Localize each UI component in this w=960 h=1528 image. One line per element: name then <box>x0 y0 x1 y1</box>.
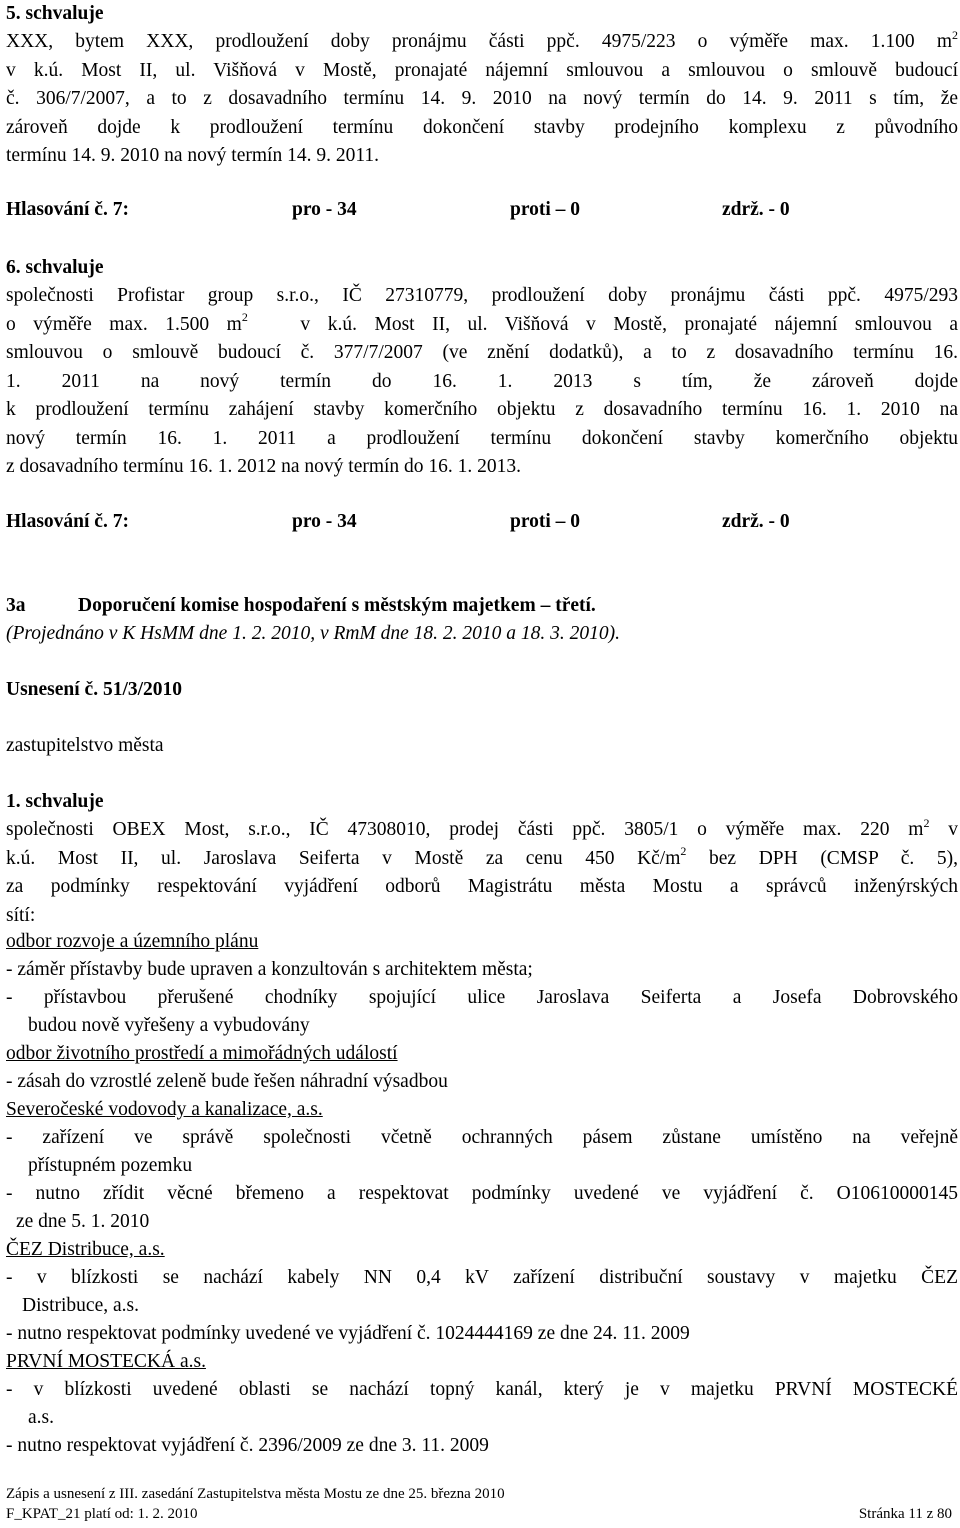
section-3a-note: (Projednáno v K HsMM dne 1. 2. 2010, v RmM dne 18. 2. 2010 a 18. 3. 2010). <box>6 623 620 644</box>
condition-item: - záměr přístavby bude upraven a konzultován s architektem města; <box>6 959 533 980</box>
section-6-line-2: o výměře max. 1.500 $m^2$ v k.ú. Most II, ul. Višňová v Mostě, pronajaté nájemní smlouvou a <box>6 310 958 335</box>
superscript: 2 <box>241 310 248 324</box>
condition-org: odbor životního prostředí a mimořádných událostí <box>6 1043 398 1064</box>
vote-zdrz: zdrž. - 0 <box>722 199 790 220</box>
condition-item-continuation: přístupném pozemku <box>28 1155 193 1176</box>
vote-proti: proti – 0 <box>510 199 581 220</box>
superscript: 2 <box>952 27 958 42</box>
vote-zdrz: zdrž. - 0 <box>722 511 790 532</box>
section-5-line-4: zároveň dojde k prodloužení termínu dokončení stavby prodejního komplexu z původního <box>6 116 958 138</box>
condition-item: - v blízkosti uvedené oblasti se nachází topný kanál, který je v majetku PRVNÍ MOSTECKÉ <box>6 1379 958 1400</box>
section-5-line-2: v k.ú. Most II, ul. Višňová v Mostě, pronajaté nájemní smlouvou a smlouvou o smlouvě budoucí <box>6 59 958 81</box>
section-6-line-3: smlouvou o smlouvě budoucí č. 377/7/2007 (ve znění dodatků), a to z dosavadního termínu 16. <box>6 342 958 363</box>
vote-label: Hlasování č. 7: <box>6 511 129 532</box>
section-6-text <box>6 282 958 482</box>
condition-item: - zásah do vzrostlé zeleně bude řešen náhradní výsadbou <box>6 1071 448 1092</box>
condition-item: - nutno respektovat podmínky uvedené ve vyjádření č. 1024444169 ze dne 24. 11. 2009 <box>6 1323 690 1344</box>
section-6-line-1: společnosti Profistar group s.r.o., IČ 27310779, prodloužení doby pronájmu části ppč. 4975/293 <box>6 285 958 306</box>
vote-pro: pro - 34 <box>292 511 357 532</box>
section-5-text <box>6 28 958 171</box>
vote-label: Hlasování č. 7: <box>6 199 129 220</box>
footer-form-id: F_KPAT_21 platí od: 1. 2. 2010 <box>6 1506 198 1522</box>
condition-org: odbor rozvoje a územního plánu <box>6 931 259 952</box>
resolution-number: Usnesení č. 51/3/2010 <box>6 679 183 700</box>
condition-item-continuation: ze dne 5. 1. 2010 <box>16 1211 150 1232</box>
section-1-line-4: sítí: <box>6 904 36 926</box>
vote-pro: pro - 34 <box>292 199 357 220</box>
section-6-line-4: 1. 2011 na nový termín do 16. 1. 2013 s tím, že zároveň dojde <box>6 370 958 392</box>
section-6-line-6: nový termín 16. 1. 2011 a prodloužení termínu dokončení stavby komerčního objektu <box>6 427 958 449</box>
section-6-line-5: k prodloužení termínu zahájení stavby komerčního objektu z dosavadního termínu 16. 1. 2010 na <box>6 399 958 420</box>
condition-item: - nutno respektovat vyjádření č. 2396/2009 ze dne 3. 11. 2009 <box>6 1435 489 1456</box>
section-1-line-2: k.ú. Most II, ul. Jaroslava Seiferta v Mostě za cenu 450 $Kč/m^2$ bez DPH (CMSP č. 5), <box>6 844 958 869</box>
superscript: 2 <box>680 844 687 858</box>
council-line: zastupitelstvo města <box>6 735 164 756</box>
section-5-line-1: XXX, bytem XXX, prodloužení doby pronájmu části ppč. 4975/223 o výměře max. 1.100 $m^2$ <box>6 27 958 52</box>
section-3a-title: Doporučení komise hospodaření s městským majetkem – třetí. <box>78 595 596 616</box>
superscript: 2 <box>923 815 930 830</box>
condition-item: - v blízkosti se nachází kabely NN 0,4 kV zařízení distribuční soustavy v majetku ČEZ <box>6 1267 958 1288</box>
section-6-heading: 6. schvaluje <box>6 257 104 278</box>
section-5-line-3: č. 306/7/2007, a to z dosavadního termínu 14. 9. 2010 na nový termín do 14. 9. 2011 s tím, že <box>6 88 958 109</box>
footer-title: Zápis a usnesení z III. zasedání Zastupitelstva města Mostu ze dne 25. března 2010 <box>6 1486 505 1502</box>
section-1-line-3: za podmínky respektování vyjádření odborů Magistrátu města Mostu a správců inženýrských <box>6 876 958 897</box>
section-3a-number: 3a <box>6 595 26 616</box>
section-1-heading: 1. schvaluje <box>6 791 104 812</box>
condition-org: ČEZ Distribuce, a.s. <box>6 1239 165 1260</box>
section-1-text <box>6 816 958 930</box>
section-5-heading: 5. schvaluje <box>6 3 104 24</box>
condition-item: - zařízení ve správě společnosti včetně ochranných pásem zůstane umístěno na veřejně <box>6 1127 958 1148</box>
section-5-line-5: termínu 14. 9. 2010 na nový termín 14. 9. 2011. <box>6 145 379 166</box>
section-1-line-1: společnosti OBEX Most, s.r.o., IČ 47308010, prodej části ppč. 3805/1 o výměře max. 220 $m^2$ v <box>6 815 959 840</box>
section-6-line-7: z dosavadního termínu 16. 1. 2012 na nový termín do 16. 1. 2013. <box>6 456 522 477</box>
condition-item: - nutno zřídit věcné břemeno a respektovat podmínky uvedené ve vyjádření č. O10610000145 <box>6 1183 958 1204</box>
condition-item: - přístavbou přerušené chodníky spojující ulice Jaroslava Seiferta a Josefa Dobrovského <box>6 987 958 1008</box>
condition-org: PRVNÍ MOSTECKÁ a.s. <box>6 1351 206 1372</box>
condition-item-continuation: a.s. <box>28 1407 54 1428</box>
condition-item-continuation: Distribuce, a.s. <box>22 1295 139 1316</box>
footer-page-number: Stránka 11 z 80 <box>858 1506 952 1522</box>
vote-proti: proti – 0 <box>510 511 581 532</box>
condition-org: Severočeské vodovody a kanalizace, a.s. <box>6 1099 323 1120</box>
condition-item-continuation: budou nově vyřešeny a vybudovány <box>28 1015 310 1036</box>
